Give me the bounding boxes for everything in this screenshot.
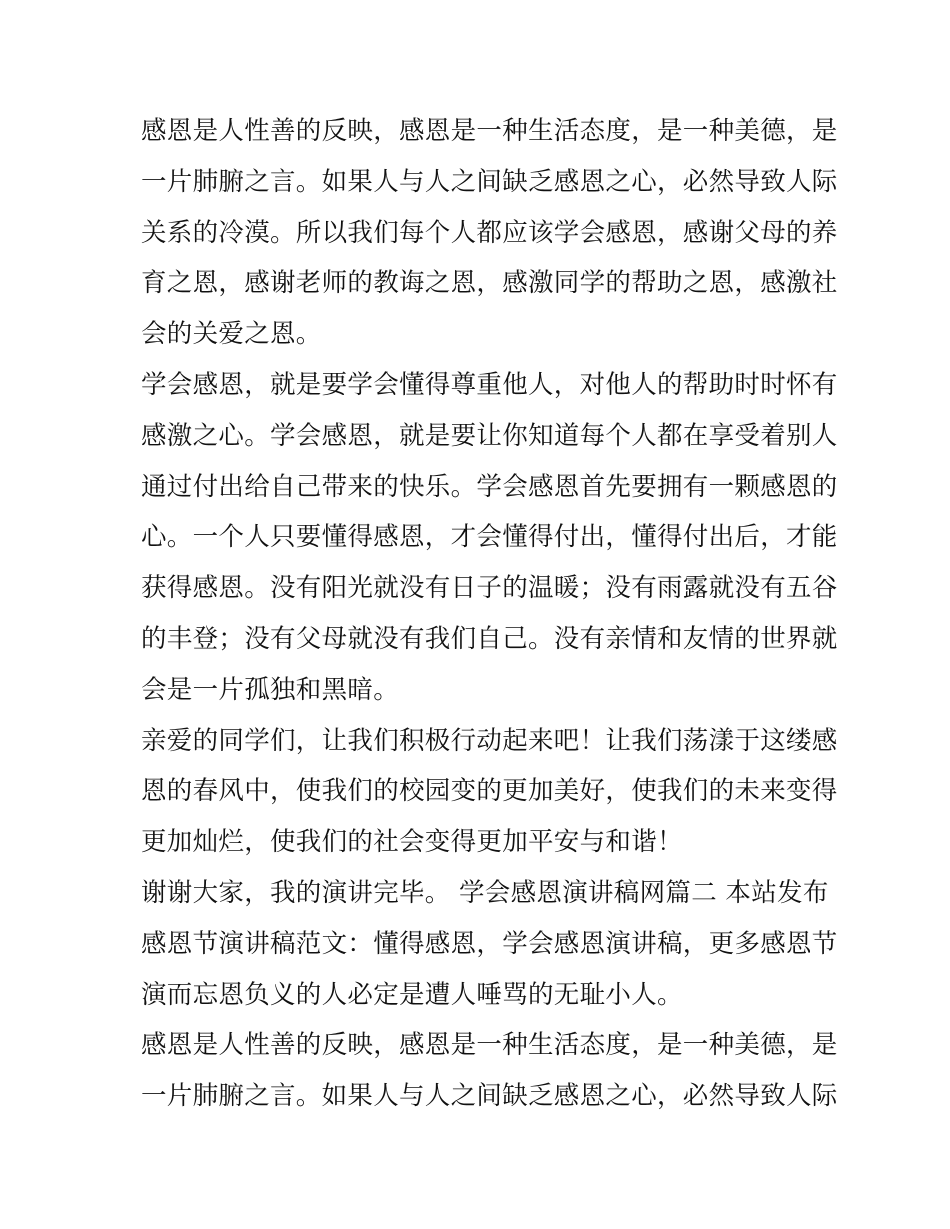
text-line: 育之恩，感谢老师的教诲之恩，感激同学的帮助之恩，感激社	[141, 268, 838, 299]
text-line: 通过付出给自己带来的快乐。学会感恩首先要拥有一颗感恩的	[141, 471, 838, 502]
text-line: 感恩是人性善的反映，感恩是一种生活态度，是一种美德，是	[141, 116, 838, 146]
text-line: 关系的冷漠。所以我们每个人都应该学会感恩，感谢父母的养	[141, 217, 838, 248]
document-body	[141, 106, 838, 1122]
text-line: 获得感恩。没有阳光就没有日子的温暖；没有雨露就没有五谷	[141, 573, 838, 604]
text-line: 恩的春风中，使我们的校园变的更加美好，使我们的未来变得	[141, 776, 838, 807]
text-line: 感恩是人性善的反映，感恩是一种生活态度，是一种美德，是	[141, 1030, 838, 1061]
text-line: 一片肺腑之言。如果人与人之间缺乏感恩之心，必然导致人际	[141, 1081, 838, 1112]
text-line: 一片肺腑之言。如果人与人之间缺乏感恩之心，必然导致人际	[141, 166, 838, 197]
text-line: 感激之心。学会感恩，就是要让你知道每个人都在享受着别人	[141, 420, 838, 451]
text-line: 会的关爱之恩。	[141, 319, 322, 350]
text-line: 的丰登；没有父母就没有我们自己。没有亲情和友情的世界就	[141, 623, 838, 654]
text-line: 亲爱的同学们，让我们积极行动起来吧！让我们荡漾于这缕感	[141, 725, 838, 756]
text-line: 谢谢大家，我的演讲完毕。 学会感恩演讲稿网篇二 本站发布	[141, 877, 829, 908]
text-line: 感恩节演讲稿范文：懂得感恩，学会感恩演讲稿，更多感恩节	[141, 928, 838, 959]
text-line: 学会感恩，就是要学会懂得尊重他人，对他人的帮助时时怀有	[141, 369, 838, 400]
text-line: 心。一个人只要懂得感恩，才会懂得付出，懂得付出后，才能	[141, 522, 838, 553]
text-line: 演而忘恩负义的人必定是遭人唾骂的无耻小人。	[141, 979, 683, 1010]
text-line: 会是一片孤独和黑暗。	[141, 674, 400, 705]
text-line: 更加灿烂，使我们的社会变得更加平安与和谐！	[141, 827, 683, 858]
